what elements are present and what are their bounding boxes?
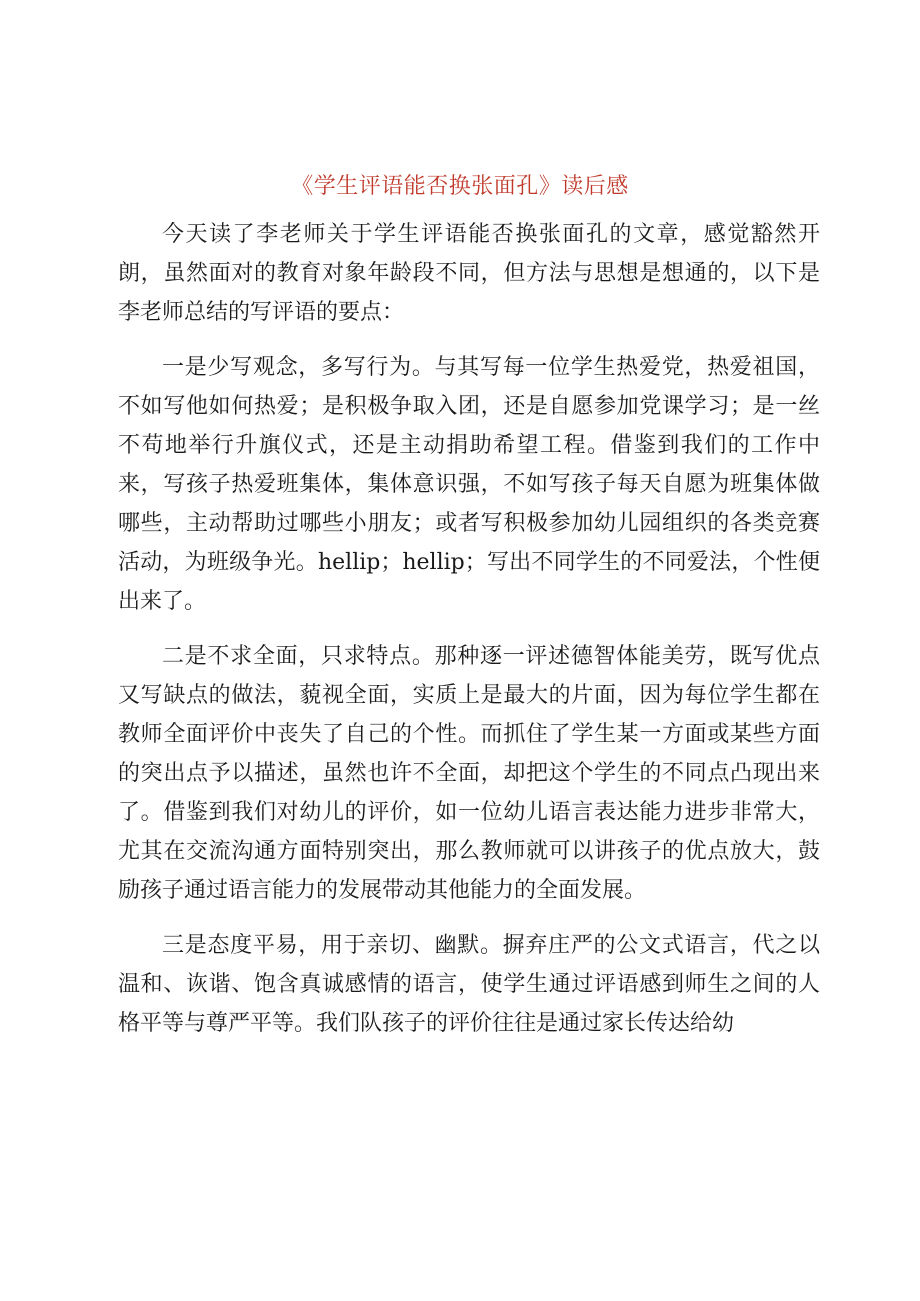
document-title: 《学生评语能否换张面孔》读后感 <box>291 174 629 199</box>
paragraph-point-two: 二是不求全面，只求特点。那种逐一评述德智体能美劳，既写优点又写缺点的做法，藐视全面，实质上是最大的片面，因为每位学生都在教师全面评价中丧失了自己的个性。而抓住了学生某一方面或某些方面的突出点予以描述，虽然也许不全面，却把这个学生的不同点凸现出来了。借鉴到我们对幼儿的评价，如一位幼儿语言表达能力进步非常大，尤其在交流沟通方面特别突出，那么教师就可以讲孩子的优点放大，鼓励孩子通过语言能力的发展带动其他能力的全面发展。 <box>118 644 820 903</box>
paragraph-point-one: 一是少写观念，多写行为。与其写每一位学生热爱党，热爱祖国，不如写他如何热爱；是积极争取入团，还是自愿参加党课学习；是一丝不苟地举行升旗仪式，还是主动捐助希望工程。借鉴到我们的工作中来，写孩子热爱班集体，集体意识强，不如写孩子每天自愿为班集体做哪些，主动帮助过哪些小朋友；或者写积极参加幼儿园组织的各类竞赛活动，为班级争光。hellip；hellip；写出不同学生的不同爱法，个性便出来了。 <box>118 355 820 614</box>
paragraph-intro: 今天读了李老师关于学生评语能否换张面孔的文章，感觉豁然开朗，虽然面对的教育对象年龄段不同，但方法与思想是想通的，以下是李老师总结的写评语的要点： <box>118 222 820 325</box>
document-body <box>118 215 820 1059</box>
paragraph-point-three: 三是态度平易，用于亲切、幽默。摒弃庄严的公文式语言，代之以温和、诙谐、饱含真诚感情的语言，使学生通过评语感到师生之间的人格平等与尊严平等。我们队孩子的评价往往是通过家长传达给幼 <box>118 933 820 1036</box>
